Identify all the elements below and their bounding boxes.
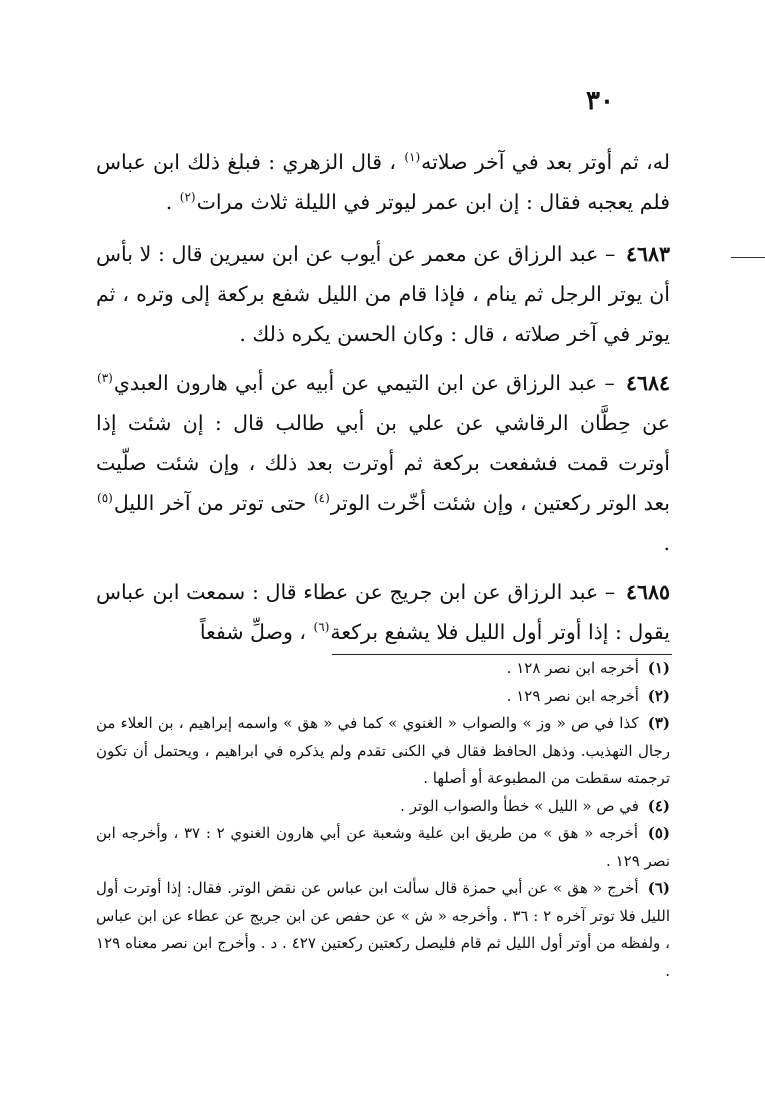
paragraph-text: – عبد الرزاق عن ابن التيمي عن أبيه عن أبي هارون العبدي: [113, 371, 615, 395]
hadith-number: ٤٦٨٥: [625, 580, 670, 604]
footnote-ref-3: (٣): [97, 371, 113, 386]
hadith-4683: [96, 234, 670, 354]
paragraph-text: ، وصلِّ شفعاً: [199, 620, 307, 644]
footnote-text: أخرجه ابن نصر ١٢٨ .: [506, 659, 639, 677]
footnote-ref-4: (٤): [313, 491, 330, 506]
paragraph-text: – عبد الرزاق عن ابن جريج عن عطاء قال : سمعت ابن عباس يقول : إذا أوتر أول الليل فلا يشفع بركعة: [96, 580, 670, 644]
paragraph-text: .: [663, 531, 670, 555]
footnote-text: أخرج « هق » عن أبي حمزة قال سألت ابن عباس عن نقض الوتر. فقال: إذا أوترت أول الليل فلا توتر آخره ٢ : ٣٦ . وأخرجه « ش » عن حفص عن ابن جريج عن عطاء عن ابن عباس ، ولفظه من أوتر أول الليل ثم قام فليصل ركعتين ركعتين ٤٢٧ . د . وأخرج ابن نصر معناه ١٢٩ .: [96, 879, 671, 980]
footnote-ref-6: (٦): [313, 620, 330, 635]
footnotes: [96, 655, 670, 985]
main-text: [96, 142, 670, 661]
paragraph-text: – عبد الرزاق عن معمر عن أيوب عن ابن سيرين قال : لا بأس أن يوتر الرجل ثم ينام ، فإذا قام من الليل شفع بركعة إلى وتره ، ثم يوتر في آخر صلاته ، قال : وكان الحسن يكره ذلك .: [96, 242, 670, 346]
footnote-5: [96, 820, 670, 875]
margin-mark: [731, 257, 765, 258]
hadith-number: ٤٦٨٣: [625, 242, 670, 266]
footnote-number: (٦): [647, 879, 670, 897]
footnote-number: (٤): [647, 796, 670, 815]
footnote-2: [96, 683, 670, 711]
footnote-number: (٢): [647, 686, 670, 705]
footnote-6: [96, 875, 670, 985]
footnote-text: كذا في ص « وز » والصواب « الغنوي » كما في « هق » واسمه إبراهيم ، بن العلاء من رجال التهذيب. وذهل الحافظ فقال في الكنى تقدم ولم يذكره في ابراهيم ، ويحتمل أن تكون ترجمته سقطت من المطبوعة أو أصلها .: [96, 714, 670, 787]
footnote-1: [96, 655, 670, 683]
paragraph-text: له، ثم أوتر بعد في آخر صلاته: [421, 150, 670, 174]
footnote-ref-1: (١): [404, 150, 421, 165]
footnote-text: أخرجه ابن نصر ١٢٩ .: [506, 686, 639, 705]
footnote-number: (٣): [647, 714, 670, 732]
paragraph-continuation: [96, 142, 670, 222]
hadith-4685: [96, 572, 670, 652]
footnote-text: في ص « الليل » خطأ والصواب الوتر .: [400, 796, 639, 815]
paragraph-text: ، قال الزهري : فبلغ ذلك ابن عباس فلم يعجبه فقال : إن ابن عمر ليوتر في الليلة ثلاث مرات: [96, 150, 670, 214]
footnote-number: (١): [647, 659, 670, 677]
paragraph-text: عن حِطَّان الرقاشي عن علي بن أبي طالب قال : إن شئت إذا أوترت قمت فشفعت بركعة ثم أوترت بعد ذلك ، وإن شئت صلّيت بعد الوتر ركعتين ، وإن شئت أخّرت الوتر: [96, 411, 670, 515]
page-number: ٣٠: [586, 86, 614, 116]
paragraph-text: حتى توتر من آخر الليل: [113, 491, 307, 515]
hadith-number: ٤٦٨٤: [625, 371, 670, 395]
footnote-text: أخرجه « هق » من طريق ابن علية وشعبة عن أبي هارون الغنوي ٢ : ٣٧ ، وأخرجه ابن نصر ١٢٩ .: [96, 824, 670, 870]
footnote-3: [96, 710, 670, 793]
footnote-ref-2: (٢): [179, 190, 196, 205]
footnote-ref-5: (٥): [97, 491, 113, 506]
footnote-number: (٥): [647, 824, 670, 842]
paragraph-text: .: [165, 190, 173, 214]
footnote-4: [96, 793, 670, 821]
hadith-4684: [96, 363, 670, 563]
